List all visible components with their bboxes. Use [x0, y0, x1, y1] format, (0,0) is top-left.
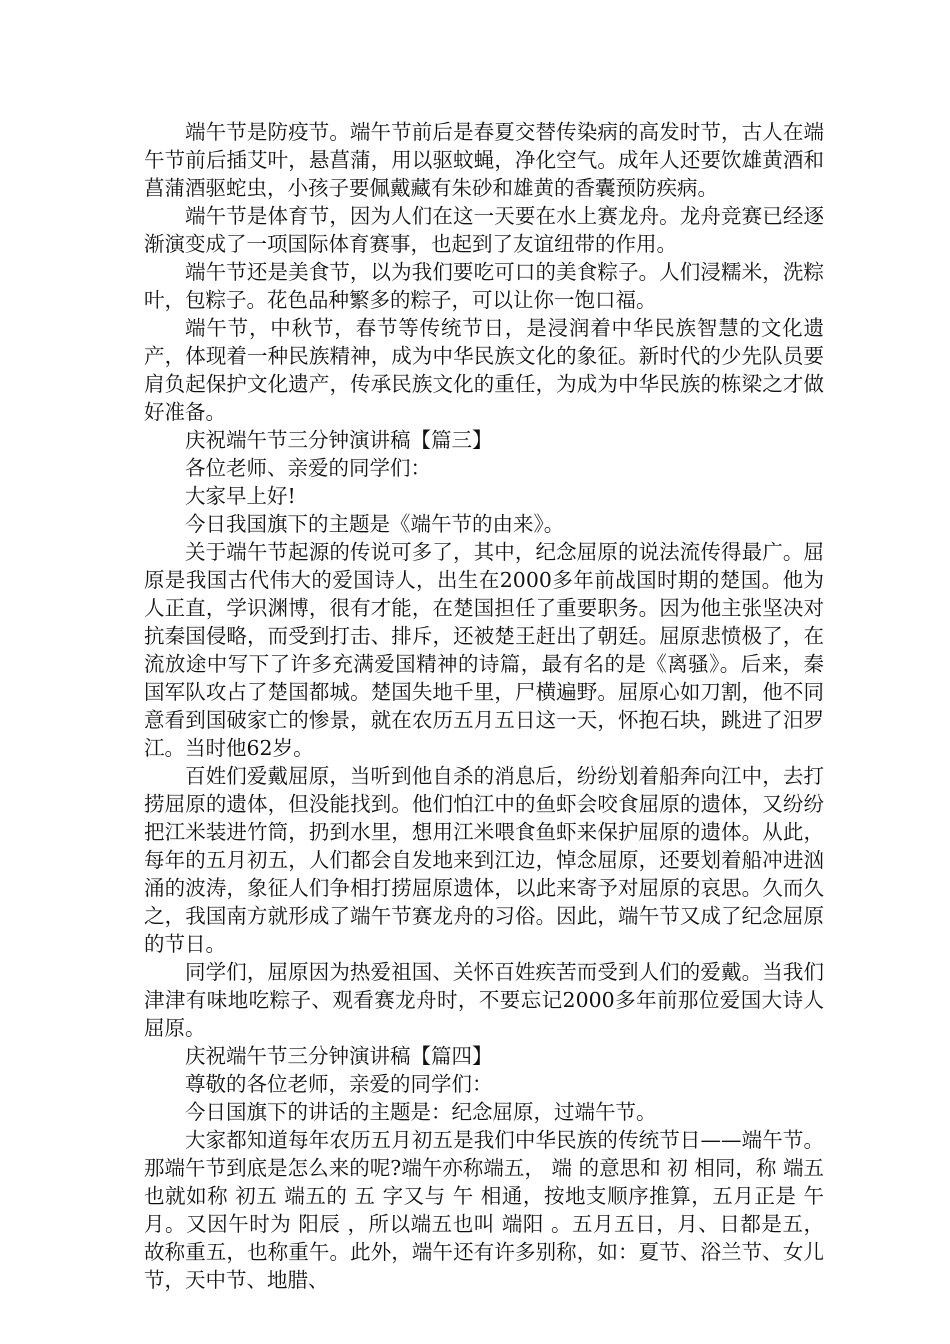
- paragraph-cultural-heritage: 端午节，中秋节，春节等传统节日，是浸润着中华民族智慧的文化遗产，体现着一种民族精神，成为中华民族文化的象征。新时代的少先队员要肩负起保护文化遗产，传承民族文化的重任，为成为中华民族的栋梁之才做好准备。: [144, 316, 824, 424]
- paragraph-disease-prevention: 端午节是防疫节。端午节前后是春夏交替传染病的高发时节，古人在端午节前后插艾叶，悬菖蒲，用以驱蚊蝇，净化空气。成年人还要饮雄黄酒和菖蒲酒驱蛇虫，小孩子要佩戴藏有朱砂和雄黄的香囊预防疾病。: [144, 120, 824, 200]
- document-page: [144, 118, 824, 1294]
- speech-topic-part-four: 今日国旗下的讲话的主题是：纪念屈原，过端午节。: [185, 1100, 657, 1124]
- paragraph-closing-part-three: 同学们，屈原因为热爱祖国、关怀百姓疾苦而受到人们的爱戴。当我们津津有味地吃粽子、观看赛龙舟时，不要忘记2000多年前那位爱国大诗人屈原。: [144, 960, 824, 1040]
- greeting-line: 大家早上好!: [185, 484, 296, 508]
- salutation-part-four: 尊敬的各位老师，亲爱的同学们：: [185, 1072, 493, 1096]
- paragraph-sports-festival: 端午节是体育节，因为人们在这一天要在水上赛龙舟。龙舟竞赛已经逐渐演变成了一项国际体育赛事，也起到了友谊纽带的作用。: [144, 204, 824, 256]
- section-title-part-three: 庆祝端午节三分钟演讲稿【篇三】: [185, 428, 493, 452]
- section-title-part-four: 庆祝端午节三分钟演讲稿【篇四】: [185, 1044, 493, 1068]
- paragraph-food-festival: 端午节还是美食节，以为我们要吃可口的美食粽子。人们浸糯米，洗粽叶，包粽子。花色品种繁多的粽子，可以让你一饱口福。: [144, 260, 824, 312]
- paragraph-festival-origin: 大家都知道每年农历五月初五是我们中华民族的传统节日——端午节。那端午节到底是怎么来的呢?端午亦称端五， 端 的意思和 初 相同，称 端五 也就如称 初五 端五的 五 字又与 午 相通，按地支顺序推算，五月正是 午 月。又因午时为 阳辰 ，所以端五也叫 端阳 。五月五日，月、日都是五，故称重五，也称重午。此外，端午还有许多别称，如：夏节、浴兰节、女儿节，天中节、地腊、: [144, 1128, 824, 1292]
- paragraph-qu-yuan-legend: 关于端午节起源的传说可多了，其中，纪念屈原的说法流传得最广。屈原是我国古代伟大的爱国诗人，出生在2000多年前战国时期的楚国。他为人正直，学识渊博，很有才能，在楚国担任了重要职务。因为他主张坚决对抗秦国侵略，而受到打击、排斥，还被楚王赶出了朝廷。屈原悲愤极了，在流放途中写下了许多充满爱国精神的诗篇，最有名的是《离骚》。后来，秦国军队攻占了楚国都城。楚国失地千里，尸横遍野。屈原心如刀割，他不同意看到国破家亡的惨景，就在农历五月五日这一天，怀抱石块，跳进了汨罗江。当时他62岁。: [144, 540, 824, 760]
- speech-topic-line: 今日我国旗下的主题是《端午节的由来》。: [185, 512, 565, 536]
- salutation-part-three: 各位老师、亲爱的同学们：: [185, 456, 431, 480]
- paragraph-people-mourn: 百姓们爱戴屈原，当听到他自杀的消息后，纷纷划着船奔向江中，去打捞屈原的遗体，但没能找到。他们怕江中的鱼虾会咬食屈原的遗体，又纷纷把江米装进竹筒，扔到水里，想用江米喂食鱼虾来保护屈原的遗体。从此，每年的五月初五，人们都会自发地来到江边，悼念屈原，还要划着船冲进汹涌的波涛，象征人们争相打捞屈原遗体，以此来寄予对屈原的哀思。久而久之，我国南方就形成了端午节赛龙舟的习俗。因此，端午节又成了纪念屈原的节日。: [144, 764, 824, 956]
